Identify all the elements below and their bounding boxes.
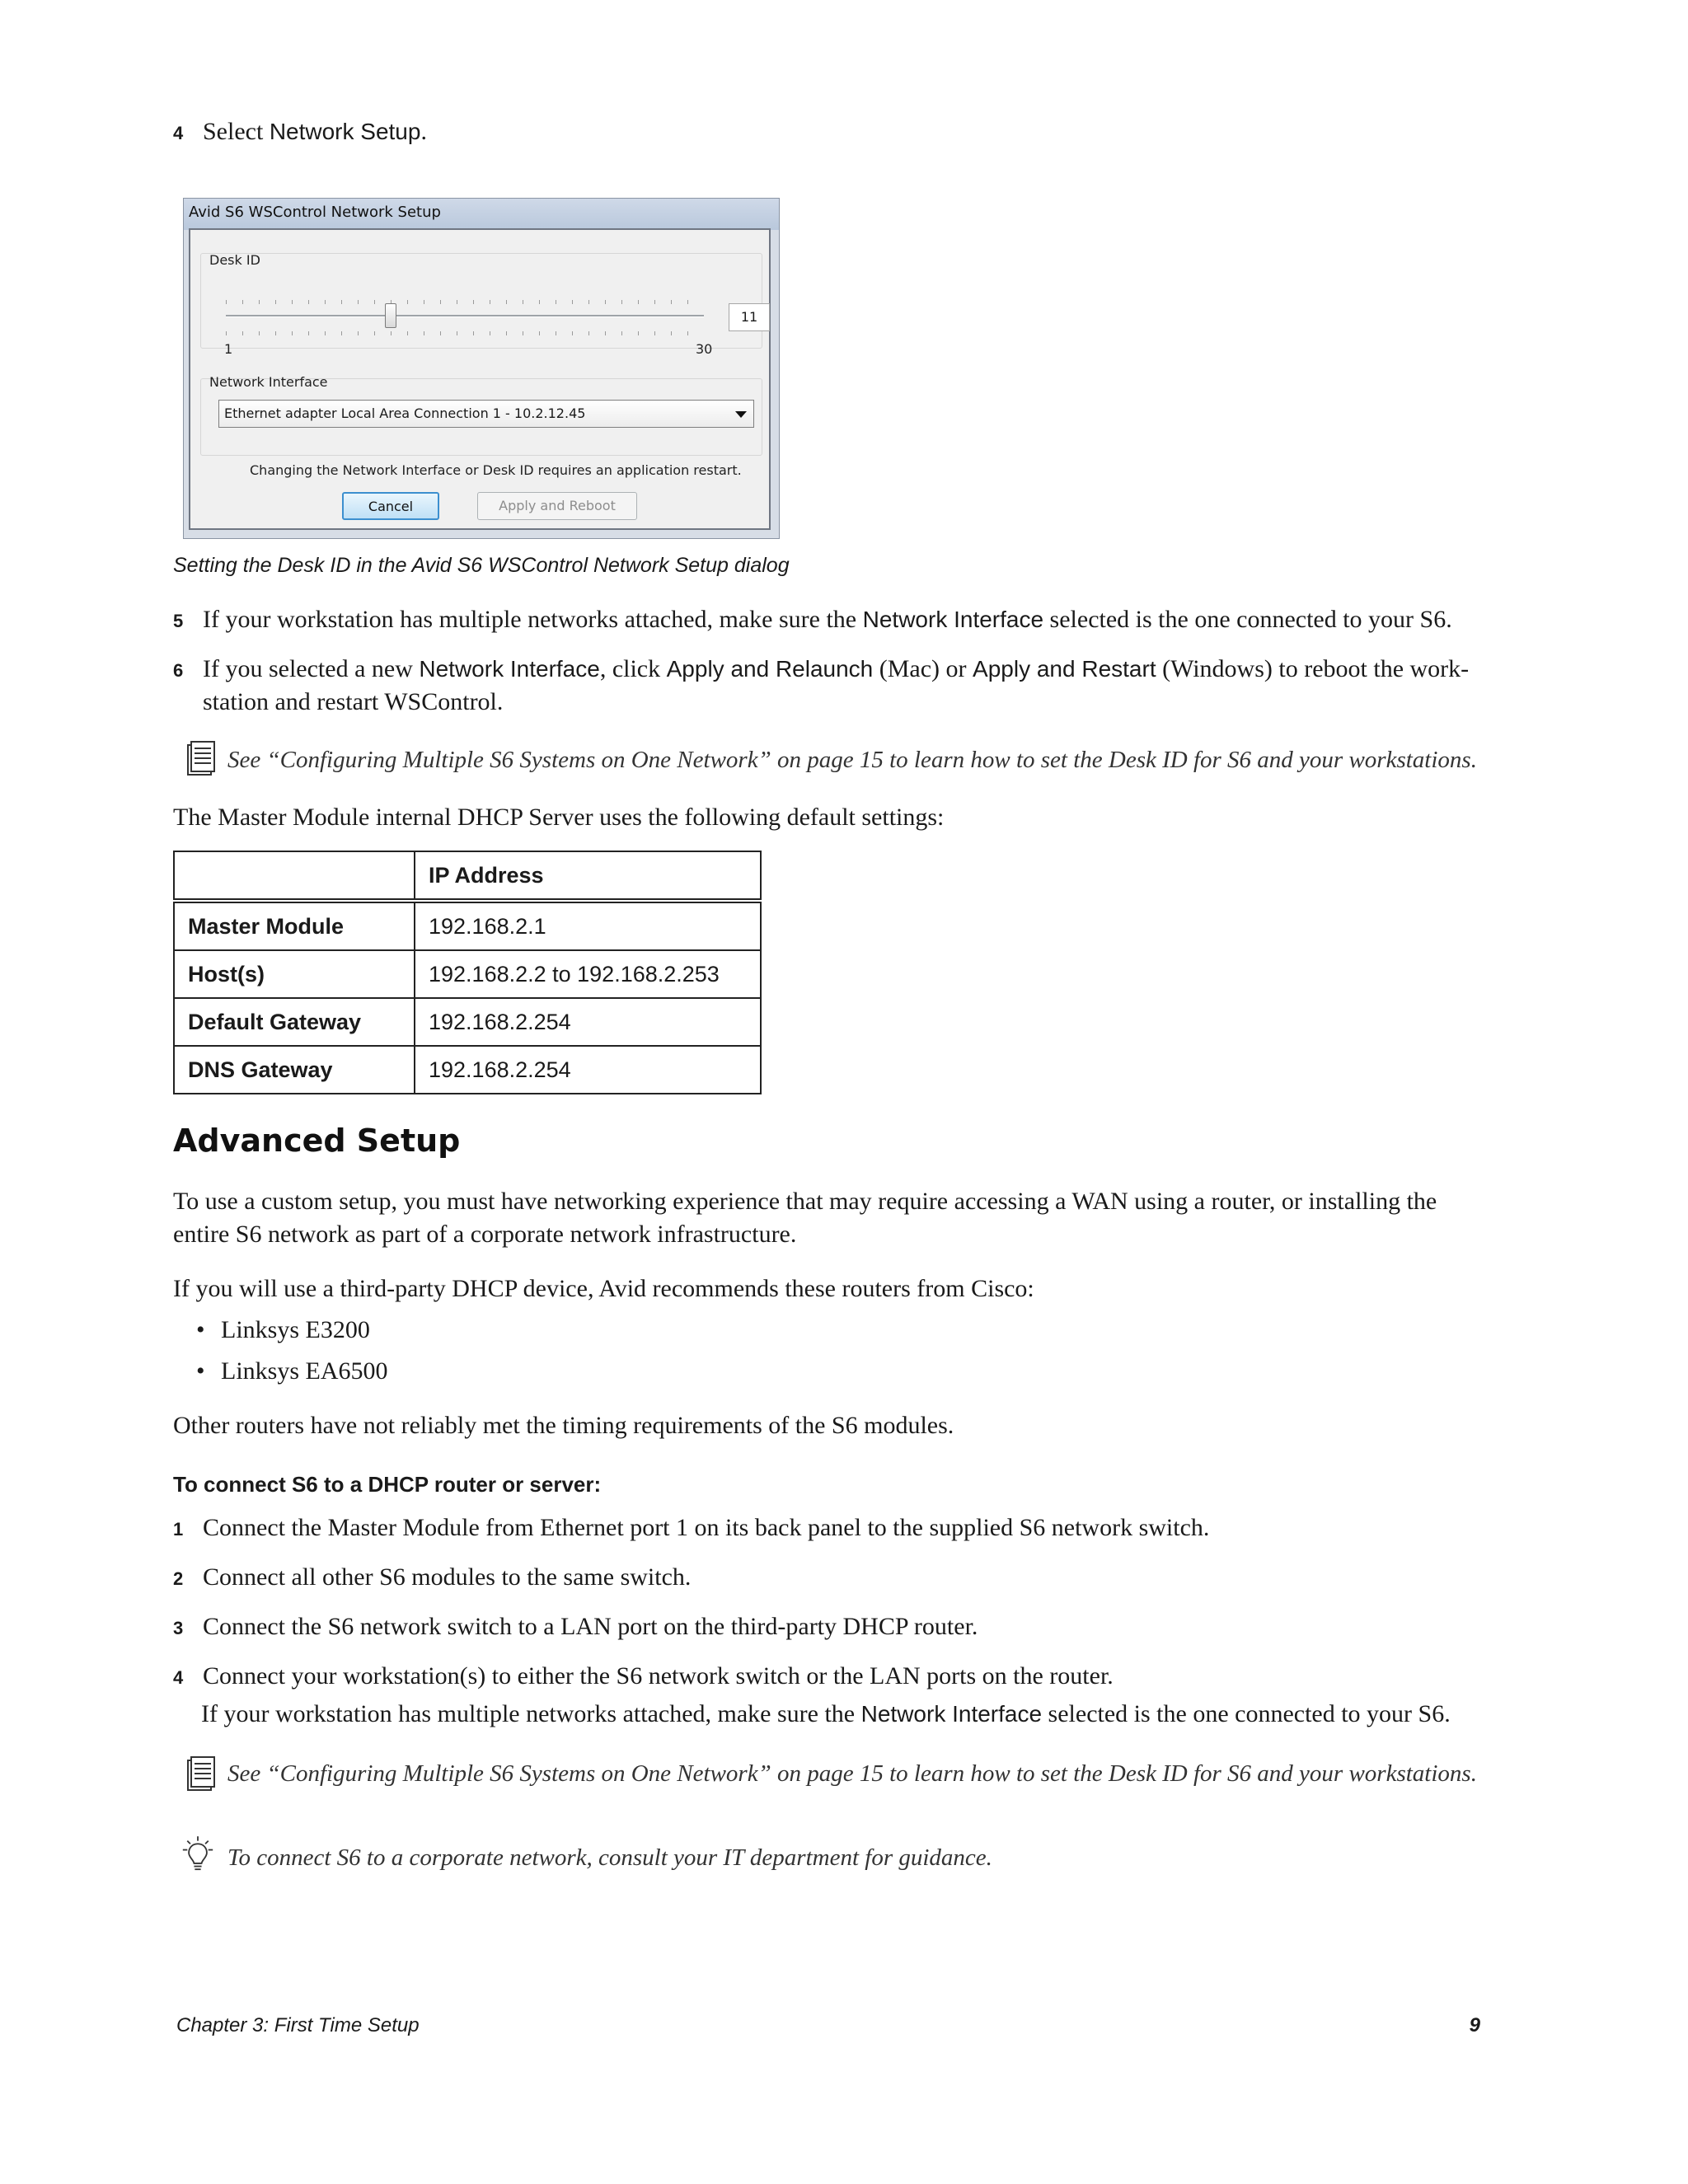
step-number: 1 xyxy=(173,1519,184,1540)
desk-id-value-field[interactable]: 11 xyxy=(729,303,770,331)
advanced-para-2: If you will use a third-party DHCP device, Avid recommends these routers from Cisco: xyxy=(173,1275,1034,1302)
ui-term: Network Setup xyxy=(269,119,421,144)
bullet: • xyxy=(196,1316,205,1343)
apply-and-reboot-button[interactable]: Apply and Reboot xyxy=(477,492,637,520)
lightbulb-tip-icon xyxy=(181,1835,214,1874)
network-interface-label: Network Interface xyxy=(209,374,328,390)
figure-caption: Setting the Desk ID in the Avid S6 WSControl Network Setup dialog xyxy=(173,554,790,577)
slider-ticks-bottom xyxy=(226,331,704,335)
table-header-row xyxy=(174,851,761,901)
bullet: • xyxy=(196,1357,205,1385)
dialog-body xyxy=(189,228,771,530)
table-header-cell xyxy=(174,851,415,901)
row-value: 192.168.2.2 to 192.168.2.253 xyxy=(415,950,761,998)
cancel-button[interactable]: Cancel xyxy=(342,492,439,520)
table-header-cell: IP Address xyxy=(415,851,761,901)
table-row xyxy=(174,950,761,998)
slider-min-label: 1 xyxy=(224,341,233,357)
note-icon xyxy=(185,740,218,780)
network-interface-selected: Ethernet adapter Local Area Connection 1 - 10.2.12.45 xyxy=(224,405,586,421)
procedure-step: 1 Connect the Master Module from Ethernet port 1 on its back panel to the supplied S6 network switch. xyxy=(173,1511,1209,1546)
procedure-step: 3 Connect the S6 network switch to a LAN port on the third-party DHCP router. xyxy=(173,1610,978,1645)
desk-id-label: Desk ID xyxy=(209,252,260,268)
desk-id-slider-thumb[interactable] xyxy=(385,303,396,328)
procedure-heading: To connect S6 to a DHCP router or server: xyxy=(173,1472,602,1497)
procedure-step-4-continued: If your workstation has multiple networks attached, make sure the Network Interface selected is the one connected to your S6. xyxy=(201,1700,1451,1727)
note-icon xyxy=(185,1755,218,1795)
step-6-continued: station and restart WSControl. xyxy=(203,688,504,715)
section-heading-advanced-setup: Advanced Setup xyxy=(173,1122,461,1159)
procedure-step: 4 Connect your workstation(s) to either the S6 network switch or the LAN ports on the router. xyxy=(173,1660,1114,1694)
step-number: 4 xyxy=(173,123,184,143)
row-value: 192.168.2.254 xyxy=(415,998,761,1046)
step-number: 5 xyxy=(173,611,184,631)
ui-term: Network Interface xyxy=(862,607,1044,632)
list-item: • Linksys E3200 xyxy=(196,1314,370,1347)
step-number: 3 xyxy=(173,1618,184,1638)
step-number: 2 xyxy=(173,1568,184,1589)
dialog-titlebar xyxy=(184,199,779,230)
network-setup-dialog xyxy=(183,198,780,539)
dhcp-intro: The Master Module internal DHCP Server uses the following default settings: xyxy=(173,804,945,831)
footer-page-number: 9 xyxy=(1469,2014,1480,2036)
ui-term: Network Interface xyxy=(860,1701,1043,1727)
row-value: 192.168.2.254 xyxy=(415,1046,761,1094)
dhcp-settings-table xyxy=(173,851,762,1094)
step-5: 5 If your workstation has multiple networks attached, make sure the Network Interface selected is the one connected to your S6. xyxy=(173,603,1525,638)
procedure-step: 2 Connect all other S6 modules to the same switch. xyxy=(173,1561,691,1596)
step-number: 6 xyxy=(173,660,184,681)
row-label: DNS Gateway xyxy=(174,1046,415,1094)
note-desk-id-reference-2: See “Configuring Multiple S6 Systems on One Network” on page 15 to learn how to set the Desk ID for S6 and your workstations. xyxy=(227,1760,1477,1787)
tip-corporate-network: To connect S6 to a corporate network, consult your IT department for guidance. xyxy=(227,1844,992,1871)
advanced-para-3: Other routers have not reliably met the timing requirements of the S6 modules. xyxy=(173,1412,954,1439)
step-number: 4 xyxy=(173,1667,184,1688)
desk-id-group xyxy=(200,252,762,357)
ui-term: Network Interface xyxy=(419,656,600,682)
table-row xyxy=(174,1046,761,1094)
desk-id-slider-track[interactable] xyxy=(226,315,704,317)
list-item: • Linksys EA6500 xyxy=(196,1355,388,1388)
network-interface-dropdown[interactable] xyxy=(218,400,754,428)
chevron-down-icon xyxy=(735,411,747,418)
row-label: Default Gateway xyxy=(174,998,415,1046)
note-desk-id-reference: See “Configuring Multiple S6 Systems on One Network” on page 15 to learn how to set the Desk ID for S6 and your workstations. xyxy=(227,747,1477,773)
ui-term: Apply and Relaunch xyxy=(666,656,874,682)
dialog-title: Avid S6 WSControl Network Setup xyxy=(189,204,441,221)
footer-chapter: Chapter 3: First Time Setup xyxy=(176,2014,420,2036)
step-6: 6 If you selected a new Network Interface, click Apply and Relaunch (Mac) or Apply and Restart (Windows) to reboot the work- xyxy=(173,653,1525,687)
slider-ticks-top xyxy=(226,300,704,304)
ui-term: Apply and Restart xyxy=(973,656,1156,682)
restart-notice: Changing the Network Interface or Desk ID requires an application restart. xyxy=(250,462,742,478)
row-value: 192.168.2.1 xyxy=(415,901,761,950)
slider-max-label: 30 xyxy=(696,341,713,357)
table-row xyxy=(174,998,761,1046)
advanced-para-1: To use a custom setup, you must have networking experience that may require accessing a WAN using a router, or installing the entire S6 network as part of a corporate network infrastructure. xyxy=(173,1188,1437,1248)
table-row xyxy=(174,901,761,950)
step-4-select-network-setup: 4 Select Network Setup. xyxy=(173,115,427,150)
row-label: Host(s) xyxy=(174,950,415,998)
row-label: Master Module xyxy=(174,901,415,950)
